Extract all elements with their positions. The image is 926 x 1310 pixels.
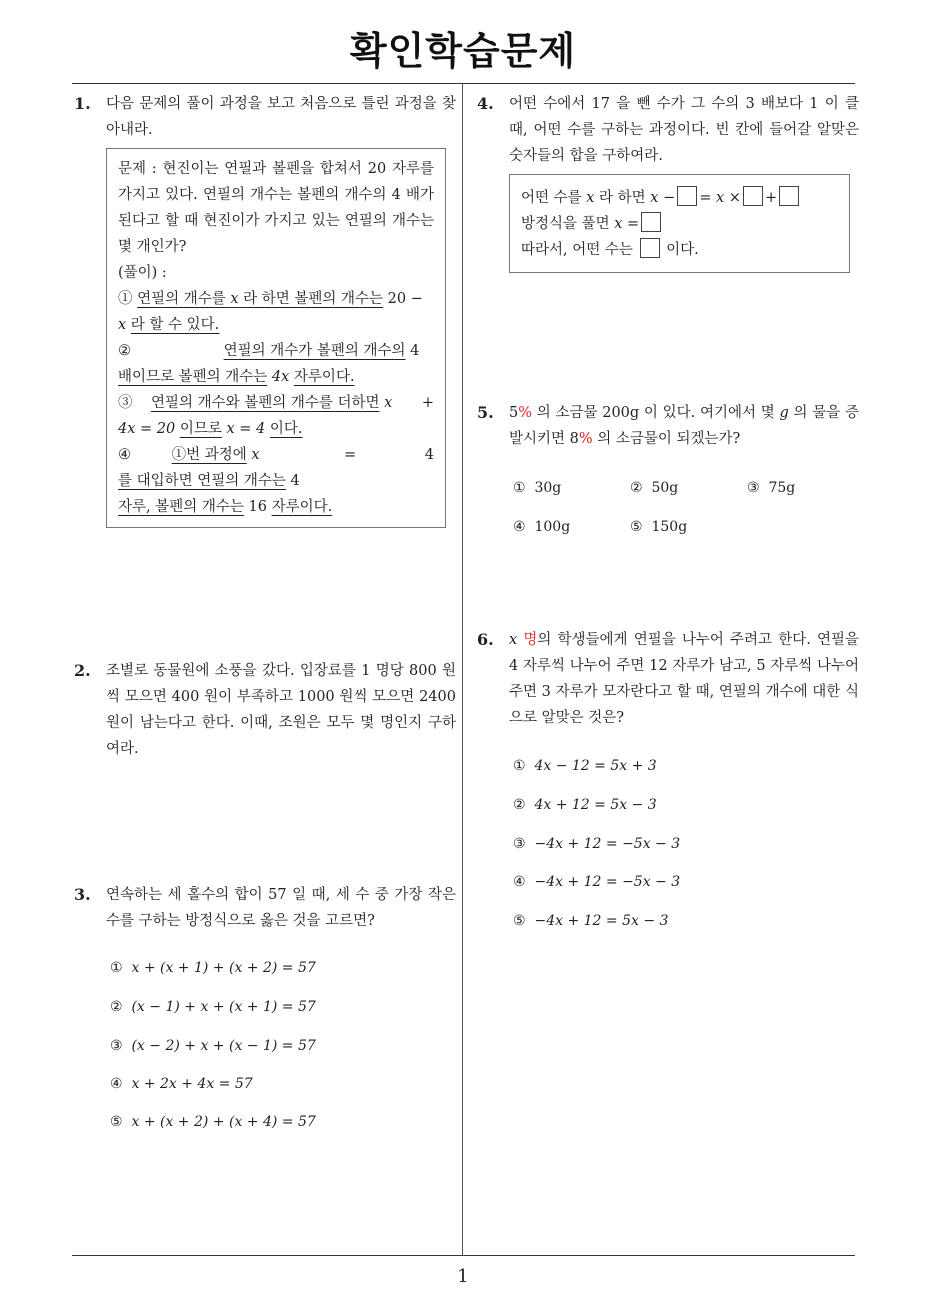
option-1[interactable] — [513, 478, 561, 498]
option-mark: ④ — [513, 519, 526, 535]
step-3 — [118, 390, 434, 442]
question-number: 1. — [74, 94, 91, 113]
bottom-rule — [72, 1255, 855, 1256]
step-3-f: x = 4 — [226, 421, 266, 437]
step-2-b: 4 — [410, 343, 420, 359]
box-line-2 — [521, 211, 841, 237]
option-text: 75g — [768, 480, 796, 496]
fill-blank-box — [509, 174, 850, 273]
step-4-b: x — [251, 447, 260, 463]
question-5 — [477, 400, 860, 452]
option-mark: ① — [513, 758, 526, 774]
step-3-a: 연필의 개수와 볼펜의 개수를 더하면 — [150, 395, 380, 411]
option-mark: ② — [513, 797, 526, 813]
option-2[interactable] — [110, 997, 316, 1017]
step-4-g: 자루, 볼펜의 개수는 — [118, 499, 244, 515]
option-text: (x − 1) + x + (x + 1) = 57 — [131, 999, 316, 1015]
step-4-a: ①번 과정에 — [171, 447, 247, 463]
option-4[interactable] — [513, 517, 570, 537]
option-text: 50g — [651, 480, 679, 496]
option-text: x + 2x + 4x = 57 — [131, 1076, 253, 1092]
q5-t6: 의 소금물이 되겠는가? — [597, 431, 741, 447]
option-text: x + (x + 2) + (x + 4) = 57 — [131, 1114, 316, 1130]
step-1-c: 20 − — [387, 291, 423, 307]
question-text: 연속하는 세 홀수의 합이 57 일 때, 세 수 중 가장 작은 수를 구하는 방정식으로 옳은 것을 고르면? — [106, 887, 456, 929]
page-number: 1 — [457, 1266, 469, 1287]
step-2-mark: ② — [118, 343, 131, 359]
step-3-c: + — [421, 395, 434, 411]
step-1-e: 라 할 수 있다. — [130, 317, 220, 333]
option-1[interactable] — [513, 756, 657, 776]
line-1-e: + — [764, 190, 778, 206]
question-text — [509, 400, 859, 452]
option-5[interactable] — [110, 1112, 316, 1132]
solution-label: (풀이) : — [118, 265, 167, 281]
option-text: 4x + 12 = 5x − 3 — [534, 797, 657, 813]
option-text: 4x − 12 = 5x + 3 — [534, 758, 657, 774]
line-3-b: 이다. — [666, 242, 699, 258]
line-2-b: x = — [614, 216, 640, 232]
line-1-c: x − — [650, 190, 676, 206]
question-1 — [74, 91, 456, 143]
blank-box-3[interactable] — [779, 186, 799, 206]
q5-t4: 의 물을 — [793, 405, 841, 421]
step-2-a: 연필의 개수가 볼펜의 개수의 — [223, 343, 406, 359]
step-2-d: 4x — [271, 369, 290, 385]
step-4-i: 자루이다. — [271, 499, 333, 515]
q6-t1: 의 학생들에게 연필을 나누어 주려고 한다. 연필을 4 자루씩 나누어 주면 12 자루가 남고, 5 자루씩 나누어 주면 3 자루가 모자란다고 할 때, 연필의 개수에 대한 식으로 알맞은 것은? — [509, 632, 860, 726]
step-3-g: 이다. — [269, 421, 303, 437]
blank-box-2[interactable] — [743, 186, 763, 206]
line-1-x: x — [586, 190, 595, 206]
step-1-a: 연필의 개수를 — [137, 291, 226, 307]
step-4-c: = — [344, 447, 357, 463]
option-2[interactable] — [513, 795, 657, 815]
option-5[interactable] — [513, 911, 668, 931]
option-text: (x − 2) + x + (x − 1) = 57 — [131, 1038, 316, 1054]
option-text: 100g — [534, 519, 571, 535]
option-text: −4x + 12 = −5x − 3 — [534, 836, 681, 852]
option-5[interactable] — [630, 517, 687, 537]
box-line-3 — [521, 237, 841, 263]
question-text: 조별로 동물원에 소풍을 갔다. 입장료를 1 명당 800 원씩 모으면 400 원이 부족하고 1000 원씩 모으면 2400 원이 남는다고 한다. 이때, 조원은 모두 몇 명인지 구하여라. — [106, 663, 456, 757]
blank-box-4[interactable] — [641, 212, 661, 232]
blank-box-1[interactable] — [677, 186, 697, 206]
option-4[interactable] — [110, 1074, 253, 1094]
step-1-b: 라 하면 볼펜의 개수는 — [243, 291, 384, 307]
option-mark: ② — [110, 999, 123, 1015]
step-1-d: x — [118, 317, 127, 333]
option-text: 150g — [651, 519, 688, 535]
step-3-b: x — [384, 395, 393, 411]
top-rule — [72, 83, 855, 84]
question-number: 3. — [74, 885, 91, 904]
box-line-1 — [521, 185, 841, 211]
step-1-mark: ① — [118, 291, 133, 307]
step-4-e: 를 대입하면 연필의 개수는 — [118, 473, 286, 489]
option-3[interactable] — [110, 1036, 316, 1056]
option-1[interactable] — [110, 958, 316, 978]
option-mark: ⑤ — [630, 519, 643, 535]
q5-t2: 의 소금물 200g 이 있다. 여기에서 몇 — [536, 405, 775, 421]
blank-box-5[interactable] — [640, 238, 660, 258]
option-text: −4x + 12 = −5x − 3 — [534, 874, 681, 890]
question-number: 4. — [477, 94, 494, 113]
column-divider — [462, 84, 463, 1255]
question-4 — [477, 91, 859, 169]
step-2-underlined — [118, 369, 267, 385]
option-mark: ① — [513, 480, 526, 496]
q5-t5: 증발시키면 8 — [509, 405, 860, 447]
option-mark: ② — [630, 480, 643, 496]
q5-t3: g — [779, 405, 789, 421]
percent-sign: % — [578, 431, 593, 447]
step-4-mark: ④ — [118, 447, 131, 463]
option-mark: ④ — [513, 874, 526, 890]
step-1-x: x — [230, 291, 239, 307]
question-6 — [477, 627, 860, 731]
question-text: 다음 문제의 풀이 과정을 보고 처음으로 틀린 과정을 찾아내라. — [106, 96, 456, 138]
option-text: −4x + 12 = 5x − 3 — [534, 913, 669, 929]
line-3-a: 따라서, 어떤 수는 — [521, 242, 633, 258]
step-4-h: 16 — [248, 499, 267, 515]
step-4-d: 4 — [424, 447, 434, 463]
option-text: 30g — [534, 480, 562, 496]
option-mark: ③ — [110, 1038, 123, 1054]
option-mark: ③ — [747, 480, 760, 496]
option-mark: ⑤ — [110, 1114, 123, 1130]
option-4[interactable] — [513, 872, 680, 892]
step-3-e: 이므로 — [179, 421, 222, 437]
option-mark: ③ — [513, 836, 526, 852]
step-2-c: 배이므로 볼펜의 개수는 — [118, 369, 268, 385]
option-2[interactable] — [630, 478, 678, 498]
solution-box — [106, 148, 446, 528]
step-3-mark: ③ — [118, 395, 133, 411]
problem-text: 문제 : 현진이는 연필과 볼펜을 합쳐서 20 자루를 가지고 있다. 연필의 개수는 볼펜의 개수의 4 배가 된다고 할 때 현진이가 가지고 있는 연필의 개수는 몇 개인가? — [118, 161, 434, 255]
option-3[interactable] — [513, 834, 680, 854]
question-text: 어떤 수에서 17 을 뺀 수가 그 수의 3 배보다 1 이 클 때, 어떤 수를 구하는 과정이다. 빈 칸에 들어갈 알맞은 숫자들의 합을 구하여라. — [509, 96, 859, 164]
question-text — [509, 627, 859, 731]
question-3 — [74, 882, 456, 934]
option-text: x + (x + 1) + (x + 2) = 57 — [131, 960, 316, 976]
question-number: 2. — [74, 661, 91, 680]
line-1-d: = x × — [699, 190, 741, 206]
step-3-d: 4x = 20 — [118, 421, 176, 437]
line-1-a: 어떤 수를 — [521, 190, 582, 206]
unit-word: 명 — [523, 632, 538, 648]
step-2-e: 자루이다. — [293, 369, 355, 385]
line-2-a: 방정식을 풀면 — [521, 216, 610, 232]
step-4 — [118, 442, 434, 520]
line-1-b: 라 하면 — [599, 190, 646, 206]
question-number: 5. — [477, 403, 494, 422]
step-1 — [118, 286, 434, 338]
step-2 — [118, 338, 434, 390]
percent-sign: % — [518, 405, 533, 421]
option-3[interactable] — [747, 478, 795, 498]
option-mark: ⑤ — [513, 913, 526, 929]
q6-x: x — [509, 632, 518, 648]
option-mark: ④ — [110, 1076, 123, 1092]
step-4-f: 4 — [290, 473, 300, 489]
step-1-text — [137, 291, 383, 307]
option-mark: ① — [110, 960, 123, 976]
question-2 — [74, 658, 456, 762]
q5-t1: 5 — [509, 405, 519, 421]
page-title: 확인학습문제 — [349, 29, 577, 73]
question-number: 6. — [477, 630, 494, 649]
